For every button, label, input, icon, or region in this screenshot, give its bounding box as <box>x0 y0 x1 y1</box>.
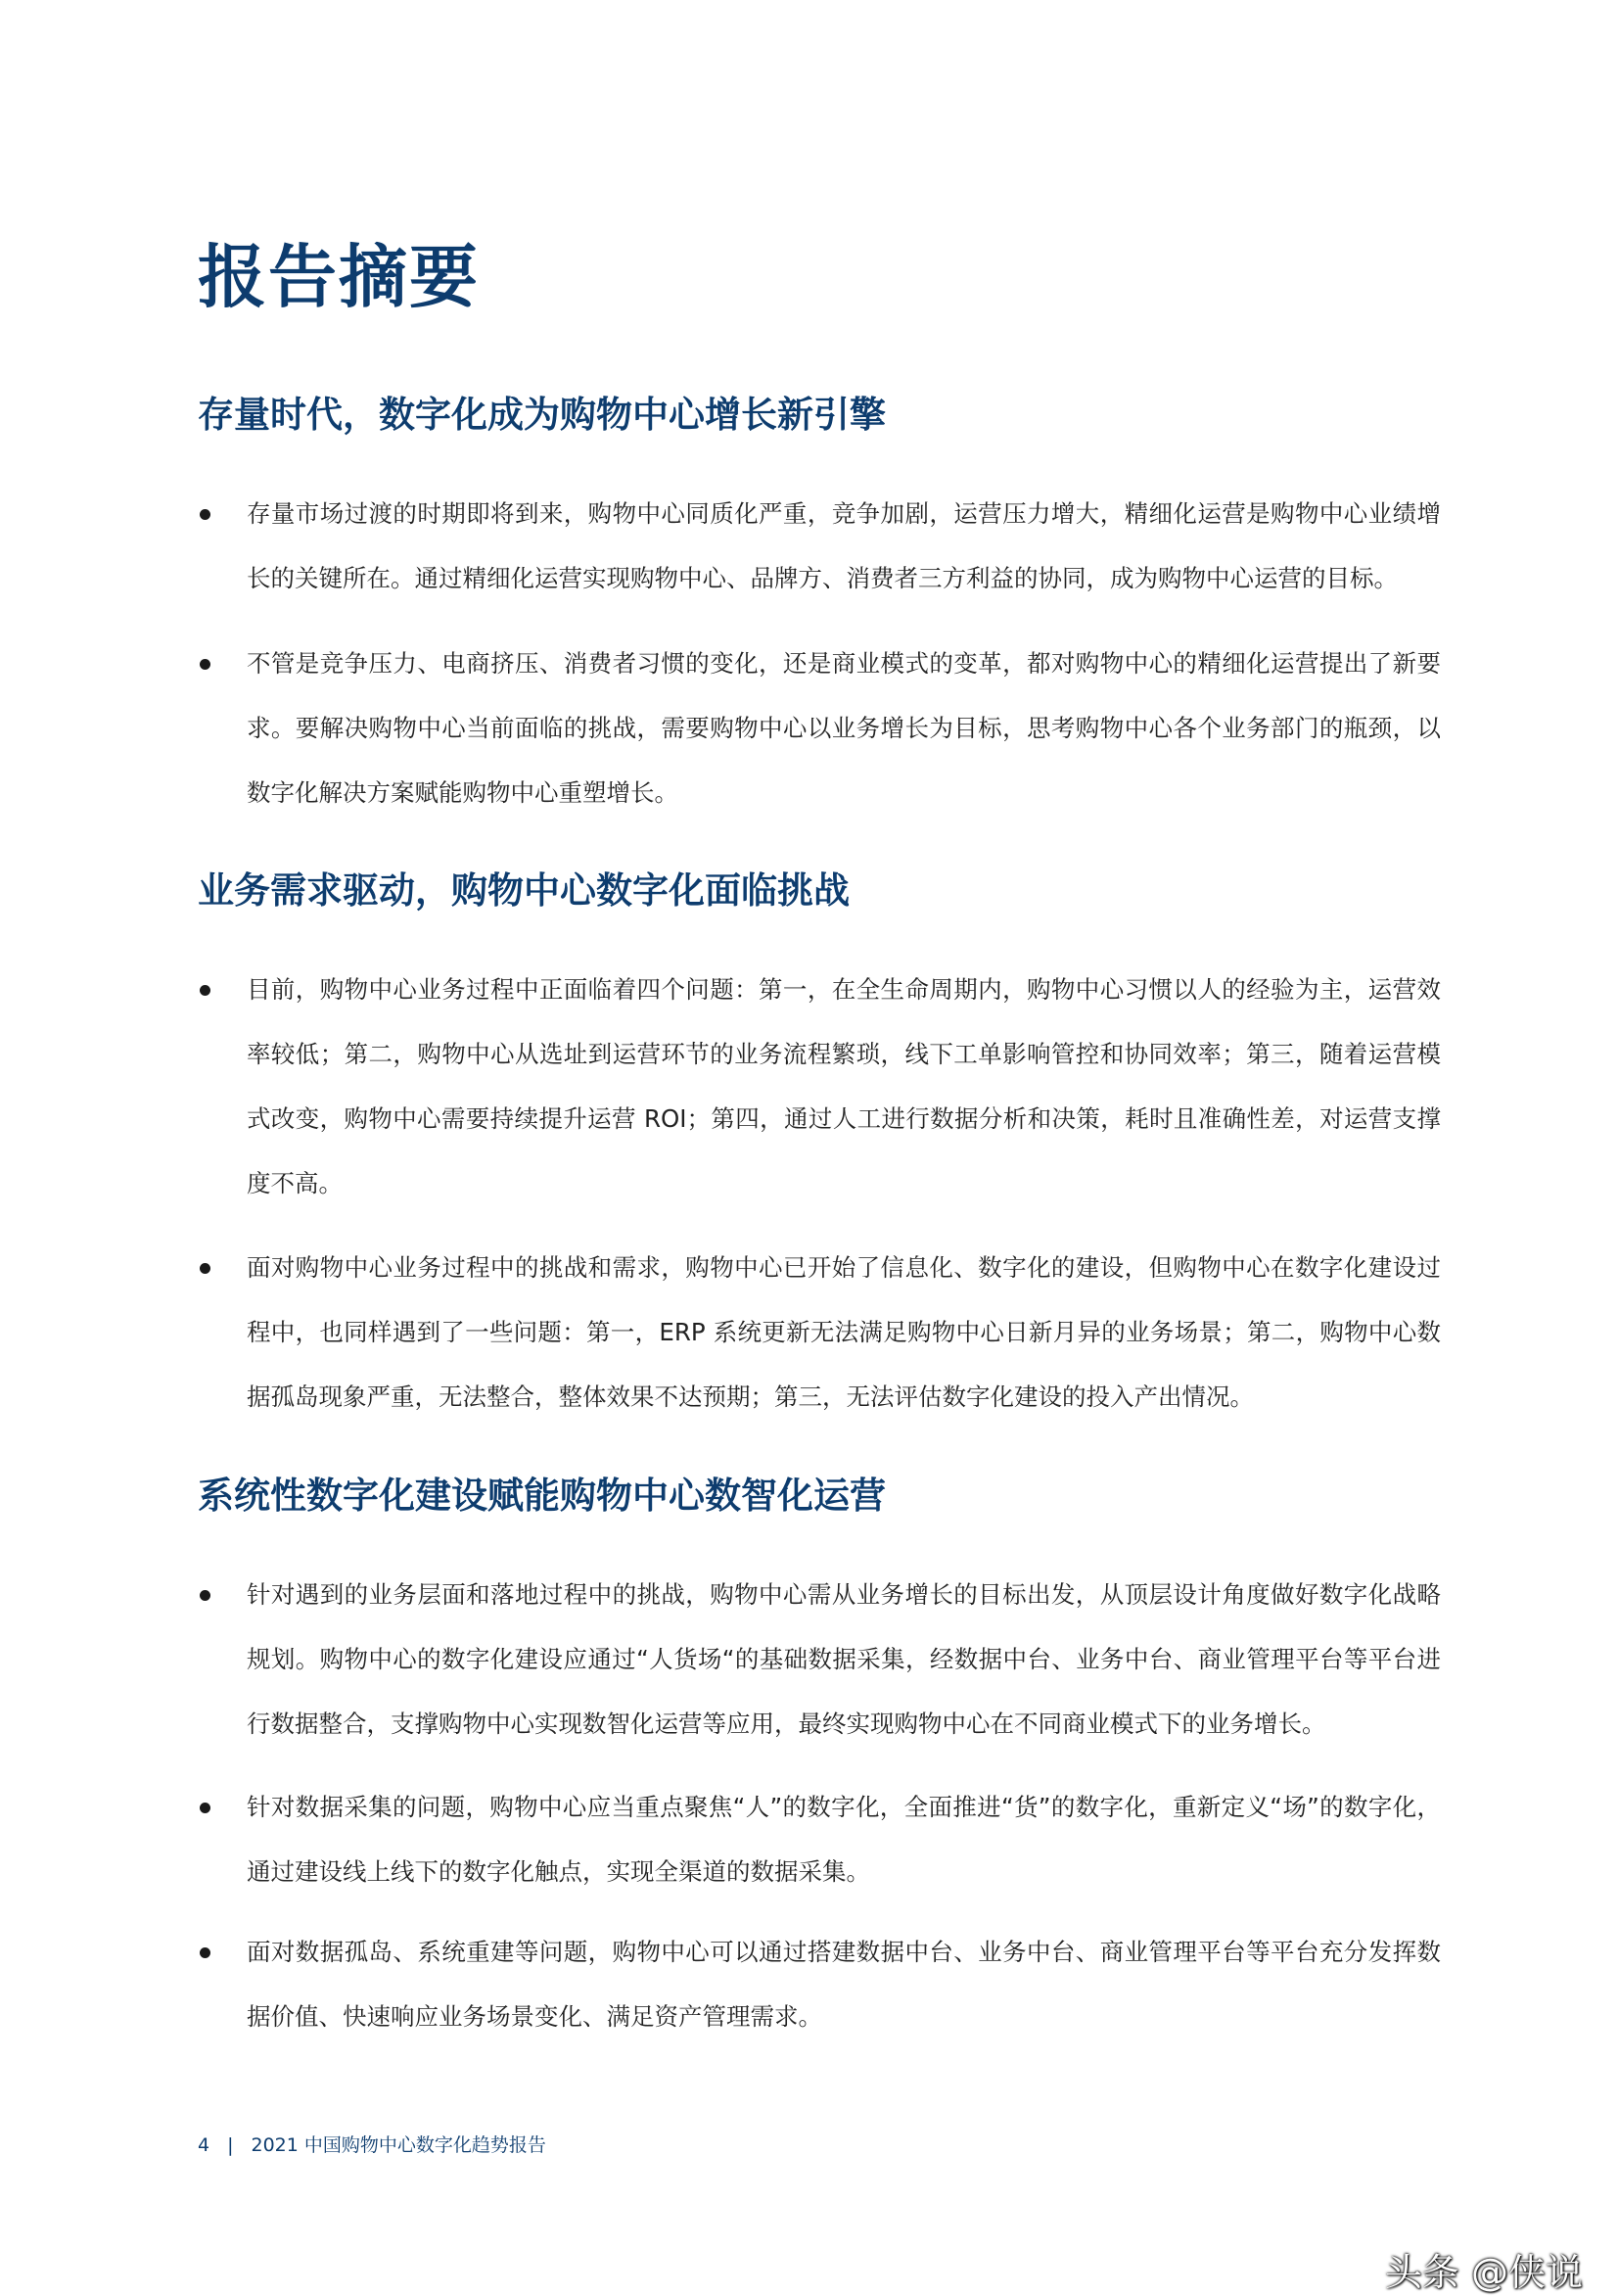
bullet-icon <box>200 1947 210 1958</box>
bullet-icon <box>200 1803 210 1813</box>
list-item <box>198 482 1441 611</box>
section-heading: 业务需求驱动，购物中心数字化面临挑战 <box>198 869 850 912</box>
bullet-icon <box>200 659 210 670</box>
list-item <box>198 1775 1441 1904</box>
bullet-icon <box>200 985 210 996</box>
report-title: 2021 中国购物中心数字化趋势报告 <box>251 2134 546 2156</box>
list-item <box>198 1236 1441 1429</box>
paragraph: 面对购物中心业务过程中的挑战和需求，购物中心已开始了信息化、数字化的建设，但购物中心在数字化建设过程中，也同样遇到了一些问题：第一，ERP 系统更新无法满足购物中心日新月异的业务场景；第二，购物中心数据孤岛现象严重，无法整合，整体效果不达预期；第三，无法评估数字化建设的投入产出情况。 <box>247 1253 1441 1411</box>
bullet-icon <box>200 509 210 520</box>
section-heading: 存量时代，数字化成为购物中心增长新引擎 <box>198 394 886 436</box>
list-item <box>198 1563 1441 1757</box>
list-item <box>198 1920 1441 2049</box>
section-heading: 系统性数字化建设赋能购物中心数智化运营 <box>198 1475 886 1517</box>
paragraph: 针对数据采集的问题，购物中心应当重点聚焦“人”的数字化，全面推进“货”的数字化，重新定义“场”的数字化，通过建设线上线下的数字化触点，实现全渠道的数据采集。 <box>247 1793 1441 1886</box>
list-item <box>198 958 1441 1216</box>
page-number: 4 <box>198 2134 210 2156</box>
watermark: 头条 @侠说 <box>1384 2251 1583 2294</box>
page-footer <box>198 2131 546 2157</box>
page-title: 报告摘要 <box>198 237 480 317</box>
paragraph: 存量市场过渡的时期即将到来，购物中心同质化严重，竞争加剧，运营压力增大，精细化运营是购物中心业绩增长的关键所在。通过精细化运营实现购物中心、品牌方、消费者三方利益的协同，成为购物中心运营的目标。 <box>247 499 1441 592</box>
paragraph: 针对遇到的业务层面和落地过程中的挑战，购物中心需从业务增长的目标出发，从顶层设计角度做好数字化战略规划。购物中心的数字化建设应通过“人货场“的基础数据采集，经数据中台、业务中台、商业管理平台等平台进行数据整合，支撑购物中心实现数智化运营等应用，最终实现购物中心在不同商业模式下的业务增长。 <box>247 1580 1441 1738</box>
paragraph: 面对数据孤岛、系统重建等问题，购物中心可以通过搭建数据中台、业务中台、商业管理平台等平台充分发挥数据价值、快速响应业务场景变化、满足资产管理需求。 <box>247 1938 1441 2031</box>
footer-separator: | <box>227 2134 234 2156</box>
bullet-icon <box>200 1590 210 1601</box>
bullet-icon <box>200 1263 210 1274</box>
paragraph: 目前，购物中心业务过程中正面临着四个问题：第一，在全生命周期内，购物中心习惯以人的经验为主，运营效率较低；第二，购物中心从选址到运营环节的业务流程繁琐，线下工单影响管控和协同效率；第三，随着运营模式改变，购物中心需要持续提升运营 ROI；第四，通过人工进行数据分析和决策，耗时且准确性差，对运营支撑度不高。 <box>247 975 1441 1197</box>
paragraph: 不管是竞争压力、电商挤压、消费者习惯的变化，还是商业模式的变革，都对购物中心的精细化运营提出了新要求。要解决购物中心当前面临的挑战，需要购物中心以业务增长为目标，思考购物中心各个业务部门的瓶颈，以数字化解决方案赋能购物中心重塑增长。 <box>247 649 1441 807</box>
list-item <box>198 632 1441 825</box>
